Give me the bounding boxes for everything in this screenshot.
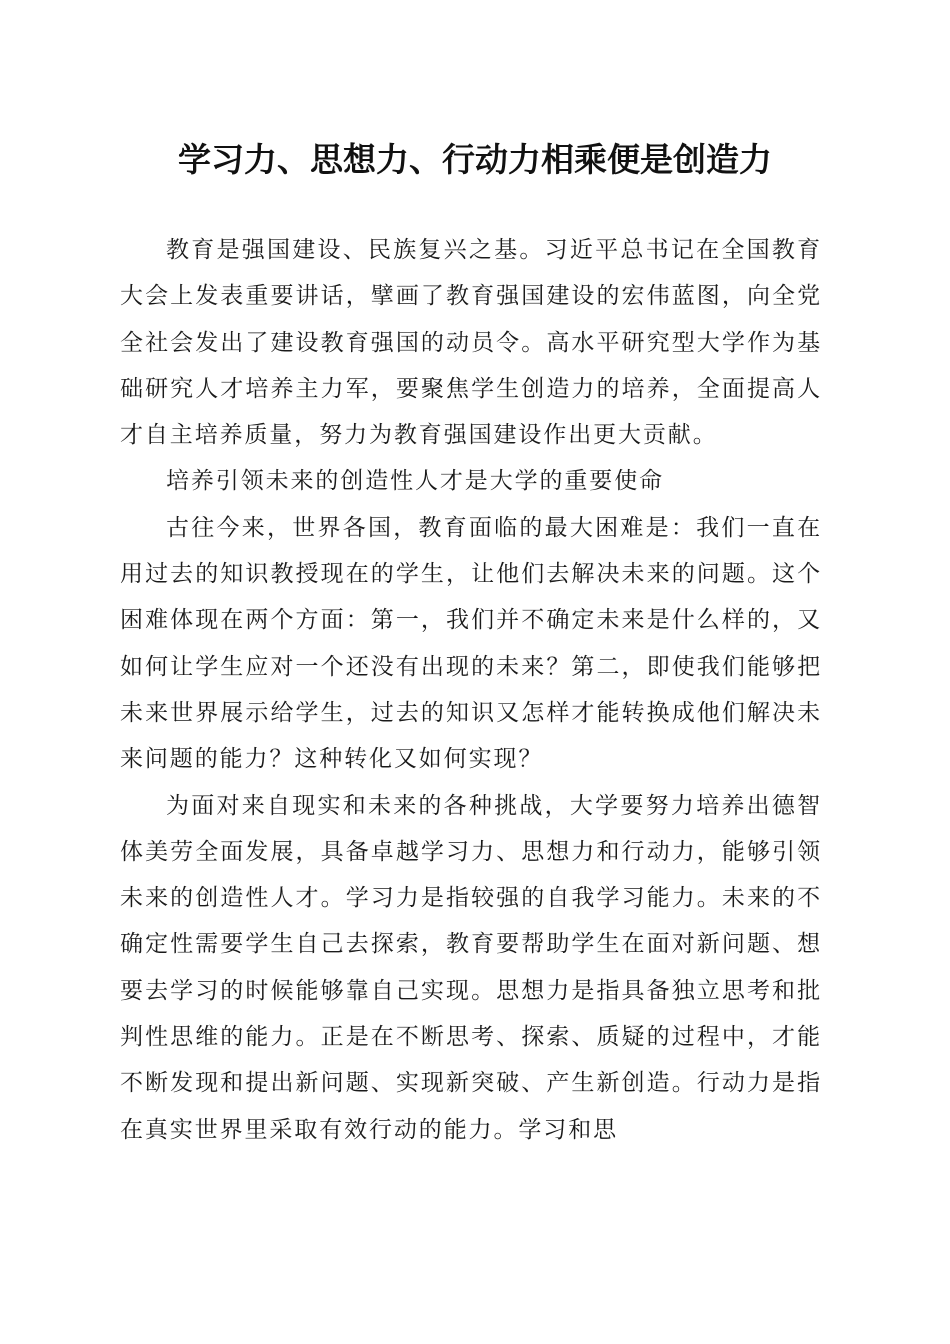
paragraph-intro: 教育是强国建设、民族复兴之基。习近平总书记在全国教育大会上发表重要讲话，擘画了教育强国建设的宏伟蓝图，向全党全社会发出了建设教育强国的动员令。高水平研究型大学作为基础研究人才培养主力军，要聚焦学生创造力的培养，全面提高人才自主培养质量，努力为教育强国建设作出更大贡献。 [120,237,822,449]
document-title: 学习力、思想力、行动力相乘便是创造力 [178,140,772,179]
paragraph-challenge: 古往今来，世界各国，教育面临的最大困难是：我们一直在用过去的知识教授现在的学生，让他们去解决未来的问题。这个困难体现在两个方面：第一，我们并不确定未来是什么样的，又如何让学生应对一个还没有出现的未来？第二，即使我们能够把未来世界展示给学生，过去的知识又怎样才能转换成他们解决未来问题的能力？这种转化又如何实现？ [120,514,822,773]
section-heading: 培养引领未来的创造性人才是大学的重要使命 [166,468,664,495]
paragraph-abilities: 为面对来自现实和未来的各种挑战，大学要努力培养出德智体美劳全面发展，具备卓越学习力、思想力和行动力，能够引领未来的创造性人才。学习力是指较强的自我学习能力。未来的不确定性需要学生自己去探索，教育要帮助学生在面对新问题、想要去学习的时候能够靠自己实现。思想力是指具备独立思考和批判性思维的能力。正是在不断思考、探索、质疑的过程中，才能不断发现和提出新问题、实现新突破、产生新创造。行动力是指在真实世界里采取有效行动的能力。学习和思 [120,792,822,1143]
document-body [120,227,822,1153]
